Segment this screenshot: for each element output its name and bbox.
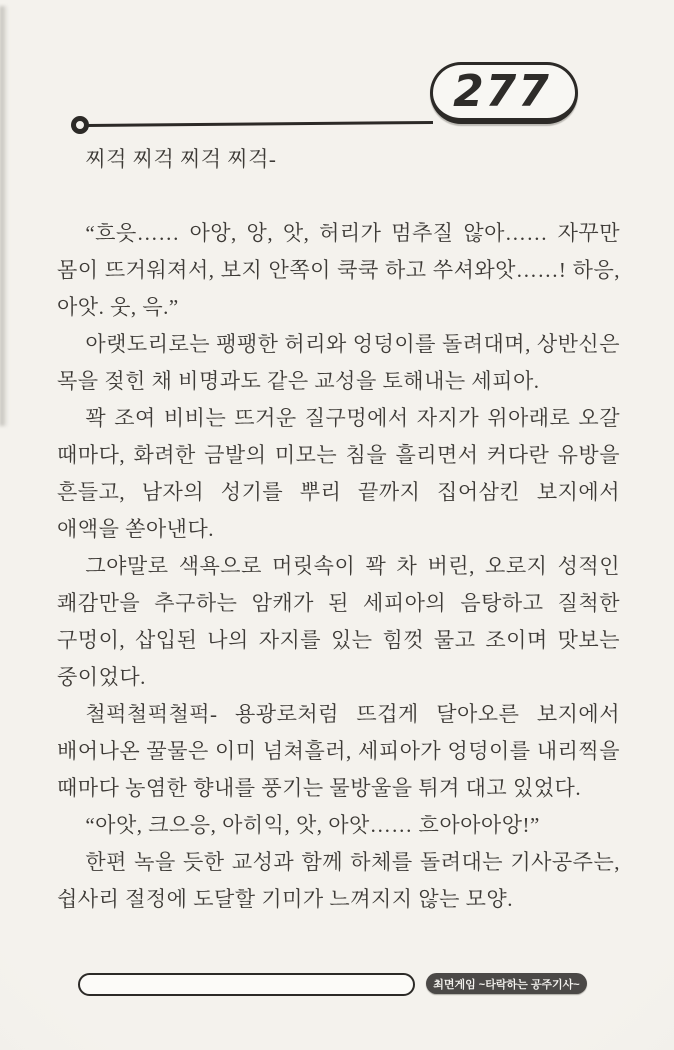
body-text — [57, 141, 620, 918]
page-number-badge — [430, 62, 578, 124]
header-rule-line — [87, 121, 433, 127]
paragraph: 한편 녹을 듯한 교성과 함께 하체를 돌려대는 기사공주는, 쉽사리 절정에 도달할 기미가 느껴지지 않는 모양. — [57, 850, 620, 911]
paragraph: 꽉 조여 비비는 뜨거운 질구멍에서 자지가 위아래로 오갈 때마다, 화려한 금발의 미모는 침을 흘리면서 커다란 유방을 흔들고, 남자의 성기를 뿌리 끝까지 집어삼킨 보지에서 애액을 쏟아낸다. — [57, 406, 620, 541]
footer-rule-bar — [78, 973, 415, 996]
dialogue-paragraph: “아앗, 크으응, 아히익, 앗, 아앗…… 흐아아아앙!” — [85, 813, 540, 837]
footer-series-badge — [426, 973, 587, 994]
paragraph: 그야말로 색욕으로 머릿속이 꽉 차 버린, 오로지 성적인 쾌감만을 추구하는 암캐가 된 세피아의 음탕하고 질척한 구멍이, 삽입된 나의 자지를 있는 힘껏 물고 조이며 맛보는 중이었다. — [57, 554, 620, 689]
footer-series-title: 최면게임 ~타락하는 공주기사~ — [433, 978, 580, 991]
scan-edge-shadow — [0, 6, 8, 426]
sfx-line: 찌걱 찌걱 찌걱 찌걱- — [85, 147, 277, 171]
paragraph: 철퍽철퍽철퍽- 용광로처럼 뜨겁게 달아오른 보지에서 배어나온 꿀물은 이미 넘쳐흘러, 세피아가 엉덩이를 내리찍을 때마다 농염한 향내를 풍기는 물방울을 튀겨 대고 있었다. — [57, 702, 620, 800]
dialogue-paragraph: “흐읏…… 아앙, 앙, 앗, 허리가 멈추질 않아…… 자꾸만 몸이 뜨거워져서, 보지 안쪽이 쿡쿡 하고 쑤셔와앗……! 하응, 아앗. 웃, 윽.” — [57, 221, 620, 319]
paragraph: 아랫도리로는 팽팽한 허리와 엉덩이를 돌려대며, 상반신은 목을 젖힌 채 비명과도 같은 교성을 토해내는 세피아. — [57, 332, 620, 393]
header-line-end-circle-icon — [71, 116, 89, 134]
page-number: 277 — [453, 66, 551, 117]
